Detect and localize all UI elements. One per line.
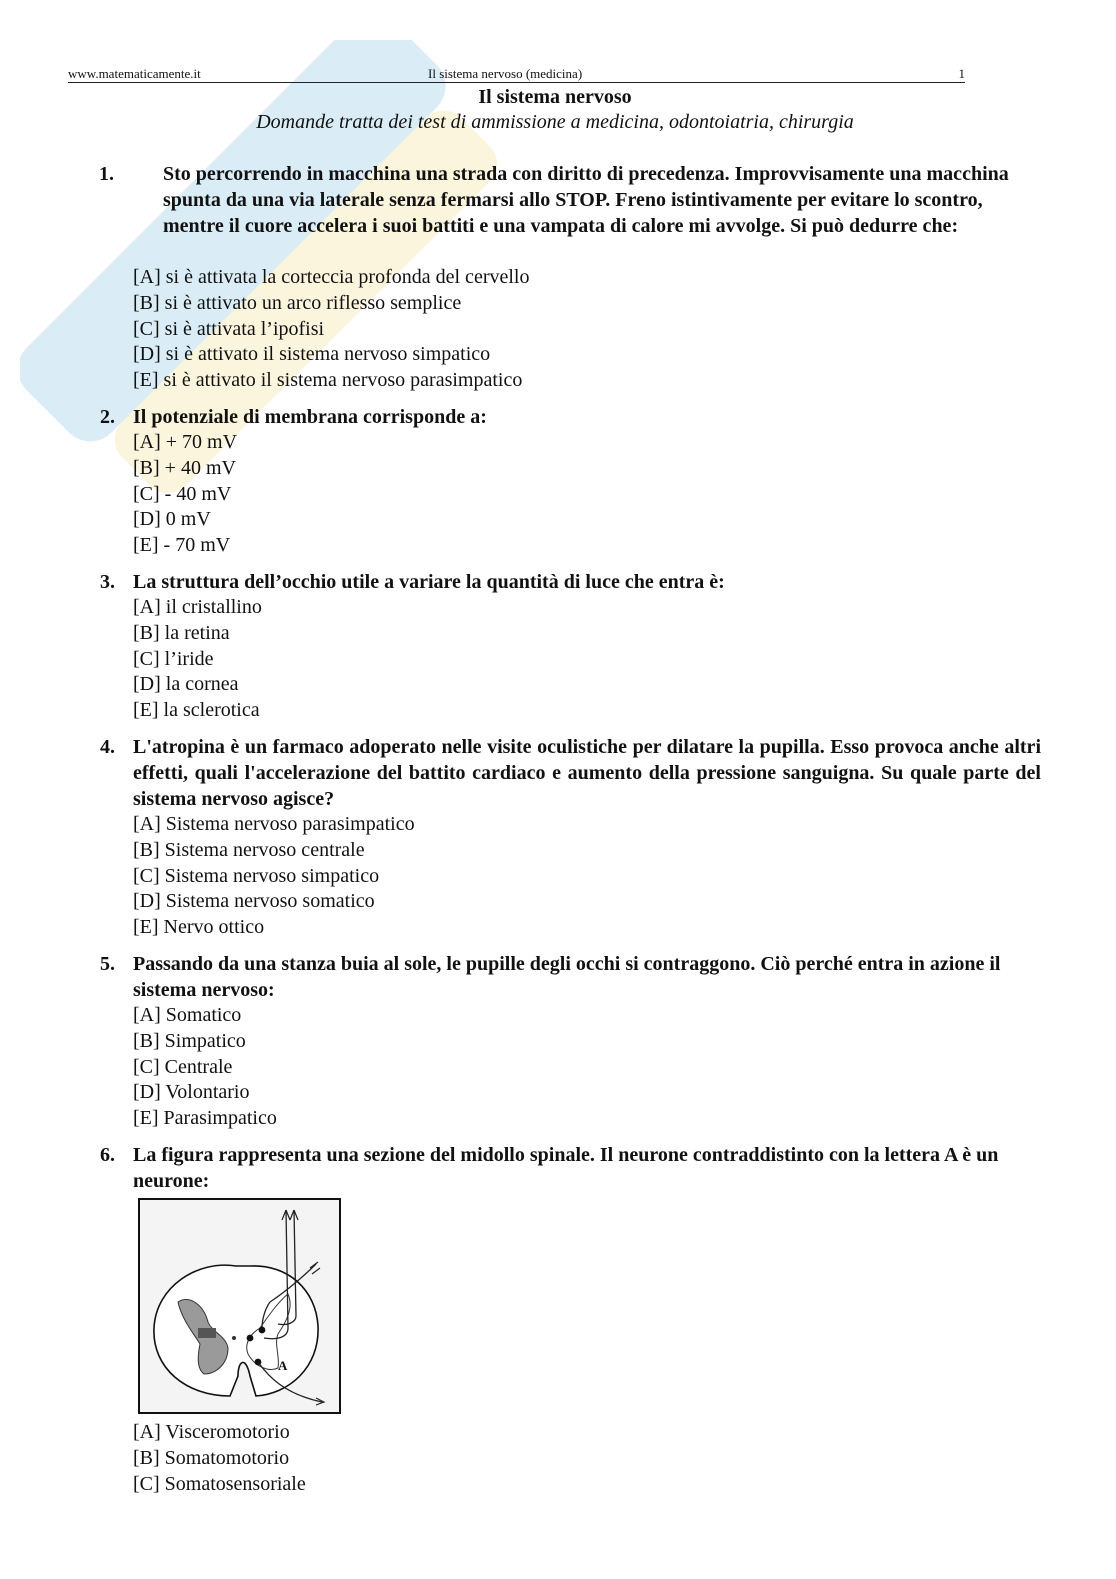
option-d[interactable]: [D] 0 mV bbox=[133, 508, 211, 531]
option-d[interactable]: [D] la cornea bbox=[133, 673, 239, 696]
option-d[interactable]: [D] Sistema nervoso somatico bbox=[133, 890, 375, 913]
question-number: 6. bbox=[100, 1144, 115, 1166]
document-subtitle: Domande tratta dei test di ammissione a medicina, odontoiatria, chirurgia bbox=[256, 111, 854, 133]
option-a[interactable]: [A] il cristallino bbox=[133, 596, 262, 618]
running-header bbox=[68, 66, 965, 83]
option-e[interactable]: [E] Nervo ottico bbox=[133, 916, 265, 939]
document-title: Il sistema nervoso bbox=[478, 86, 632, 108]
option-b[interactable]: [B] + 40 mV bbox=[133, 456, 236, 479]
options-list bbox=[133, 1420, 306, 1497]
figure-label-a: A bbox=[278, 1358, 288, 1373]
option-c[interactable]: [C] Sistema nervoso simpatico bbox=[133, 864, 380, 887]
option-b[interactable]: [B] Somatomotorio bbox=[133, 1446, 290, 1469]
option-a[interactable]: [A] Sistema nervoso parasimpatico bbox=[133, 813, 415, 835]
options-list bbox=[133, 812, 415, 941]
options-list bbox=[133, 430, 237, 559]
option-a[interactable]: [A] + 70 mV bbox=[133, 431, 238, 453]
header-title: Il sistema nervoso (medicina) bbox=[428, 66, 583, 81]
header-site: www.matematicamente.it bbox=[68, 66, 201, 81]
question-text: La struttura dell’occhio utile a variare la quantità di luce che entra è: bbox=[133, 571, 725, 593]
option-b[interactable]: [B] si è attivato un arco riflesso semplice bbox=[133, 291, 462, 314]
option-e[interactable]: [E] si è attivato il sistema nervoso parasimpatico bbox=[133, 369, 523, 392]
options-list bbox=[133, 595, 262, 724]
option-b[interactable]: [B] la retina bbox=[133, 621, 230, 644]
option-c[interactable]: [C] - 40 mV bbox=[133, 482, 232, 505]
question-number: 5. bbox=[100, 953, 115, 975]
question-text: Il potenziale di membrana corrisponde a: bbox=[133, 406, 487, 428]
question-number: 2. bbox=[100, 406, 115, 428]
question-text: La figura rappresenta una sezione del midollo spinale. Il neurone contraddistinto con la lettera A è un neurone: bbox=[133, 1144, 999, 1192]
options-list bbox=[133, 265, 529, 394]
option-a[interactable]: [A] Visceromotorio bbox=[133, 1421, 290, 1443]
option-e[interactable]: [E] - 70 mV bbox=[133, 534, 231, 557]
header-page-number: 1 bbox=[958, 66, 965, 81]
option-a[interactable]: [A] si è attivata la corteccia profonda del cervello bbox=[133, 266, 530, 288]
option-c[interactable]: [C] l’iride bbox=[133, 647, 214, 670]
question-text: Sto percorrendo in macchina una strada con diritto di precedenza. Improvvisamente una macchina spunta da una via laterale senza fermarsi allo STOP. Freno istintivamente per evitare lo scontro, mentre il cuore accelera i suoi battiti e una vampata di calore mi avvolge. Si può dedurre che: bbox=[163, 163, 1009, 237]
option-c[interactable]: [C] Centrale bbox=[133, 1055, 233, 1078]
question-number: 3. bbox=[100, 571, 115, 593]
option-b[interactable]: [B] Sistema nervoso centrale bbox=[133, 838, 365, 861]
spinal-cord-figure bbox=[138, 1198, 341, 1414]
option-c[interactable]: [C] si è attivata l’ipofisi bbox=[133, 317, 325, 340]
options-list bbox=[133, 1003, 277, 1132]
option-a[interactable]: [A] Somatico bbox=[133, 1004, 242, 1026]
option-e[interactable]: [E] Parasimpatico bbox=[133, 1107, 277, 1130]
option-e[interactable]: [E] la sclerotica bbox=[133, 699, 260, 722]
question-text: L'atropina è un farmaco adoperato nelle visite oculistiche per dilatare la pupilla. Esso provoca anche altri effetti, quali l'accelerazione del battito cardiaco e aumento della pressione sanguigna. Su quale parte del sistema nervoso agisce? bbox=[133, 736, 1041, 810]
question-number: 1. bbox=[99, 163, 114, 185]
option-d[interactable]: [D] si è attivato il sistema nervoso simpatico bbox=[133, 343, 491, 366]
question-number: 4. bbox=[100, 736, 115, 758]
option-b[interactable]: [B] Simpatico bbox=[133, 1029, 246, 1052]
option-d[interactable]: [D] Volontario bbox=[133, 1081, 250, 1104]
option-c[interactable]: [C] Somatosensoriale bbox=[133, 1472, 306, 1495]
question-text: Passando da una stanza buia al sole, le pupille degli occhi si contraggono. Ciò perché entra in azione il sistema nervoso: bbox=[133, 953, 1001, 1001]
